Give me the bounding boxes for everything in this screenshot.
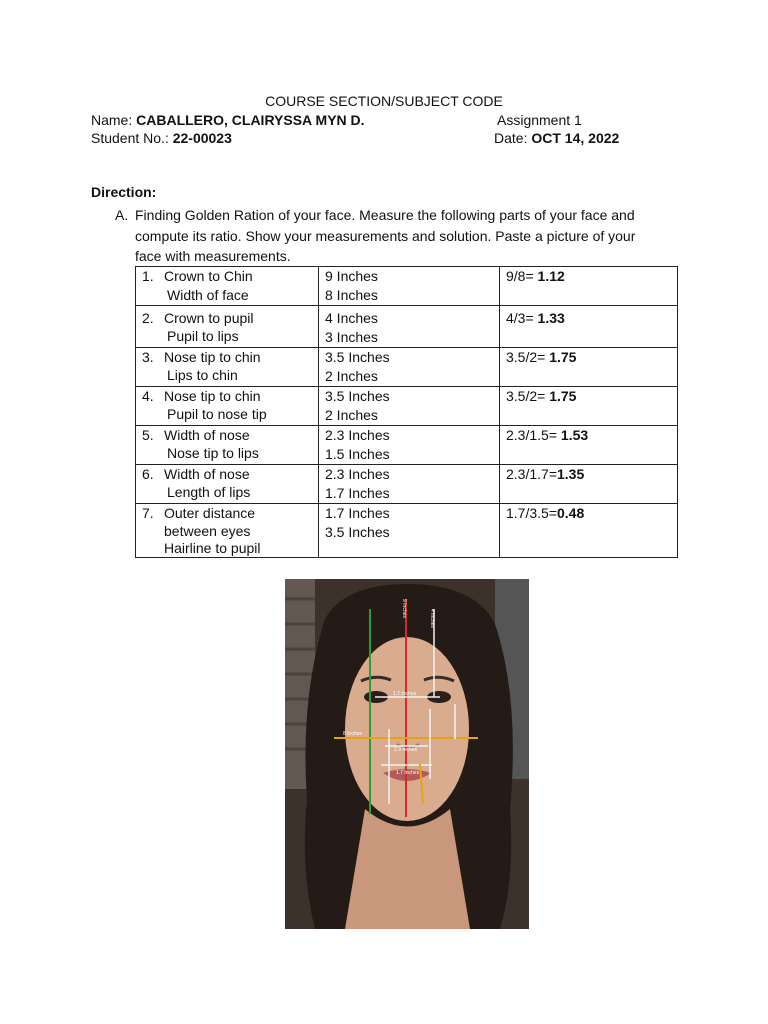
ratio-result: 1.75 xyxy=(549,388,577,404)
direction-body xyxy=(135,205,682,267)
measurement-value: 1.7 Inches xyxy=(325,505,390,521)
table-row xyxy=(136,348,678,387)
student-no-label: Student No.: xyxy=(91,130,169,146)
measurements-cell xyxy=(319,306,500,348)
ratio-formula: 2.3/1.5= xyxy=(506,427,561,443)
part-secondary: Pupil to lips xyxy=(167,328,239,344)
measurement-value: 4 Inches xyxy=(325,310,378,326)
part-primary: Nose tip to chin xyxy=(164,388,261,404)
ratio-result: 1.12 xyxy=(537,268,565,284)
photo-label-crown-pupil: 4 Inches xyxy=(429,609,435,628)
ratio-cell xyxy=(500,387,678,426)
measurement-value: 2.3 Inches xyxy=(325,466,390,482)
part-secondary: Hairline to pupil xyxy=(164,540,261,556)
student-no-field xyxy=(91,130,232,146)
direction-line: compute its ratio. Show your measurements and solution. Paste a picture of your xyxy=(135,227,636,244)
ratio-result: 0.48 xyxy=(557,505,585,521)
part-primary: Crown to pupil xyxy=(164,310,254,326)
photo-label-face-width: 8 Inches xyxy=(343,731,362,737)
measurement-value: 2.3 Inches xyxy=(325,427,390,443)
ratio-result: 1.35 xyxy=(557,466,585,482)
table-row xyxy=(136,504,678,558)
photo-label-eyes: 1.7 Inches xyxy=(393,691,417,697)
part-primary-continued: between eyes xyxy=(164,523,251,539)
photo-label-crown-chin: 9 Inches xyxy=(401,599,407,618)
ratio-cell xyxy=(500,267,678,306)
ratio-result: 1.75 xyxy=(549,349,577,365)
face-photo xyxy=(285,579,529,929)
assignment-label: Assignment 1 xyxy=(497,112,582,128)
measurements-cell xyxy=(319,426,500,465)
part-secondary: Pupil to nose tip xyxy=(167,406,267,422)
part-primary: Nose tip to chin xyxy=(164,349,261,365)
measurements-cell xyxy=(319,387,500,426)
ratio-result: 1.53 xyxy=(560,427,589,443)
photo-label-nose-width: 2.3 Inches xyxy=(394,747,418,753)
measurements-cell xyxy=(319,465,500,504)
measurement-value: 3 Inches xyxy=(325,329,378,345)
direction-line: Finding Golden Ration of your face. Measure the following parts of your face and xyxy=(135,207,635,223)
row-number: 3. xyxy=(142,349,154,365)
part-primary: Width of nose xyxy=(164,466,250,482)
row-number: 1. xyxy=(142,268,154,284)
ratio-cell xyxy=(500,465,678,504)
ratio-cell xyxy=(500,348,678,387)
part-secondary: Lips to chin xyxy=(167,367,238,383)
date-field xyxy=(494,130,619,146)
name-field xyxy=(91,112,365,128)
measurement-value: 2 Inches xyxy=(325,368,378,384)
student-name: CABALLERO, CLAIRYSSA MYN D. xyxy=(136,112,365,128)
measurement-value: 8 Inches xyxy=(325,287,378,303)
measurements-cell xyxy=(319,504,500,558)
parts-cell xyxy=(136,267,319,306)
ratio-cell xyxy=(500,504,678,558)
item-marker: A. xyxy=(115,207,129,223)
row-number: 6. xyxy=(142,466,154,482)
ratio-formula: 4/3= xyxy=(506,310,538,326)
measurement-table xyxy=(135,266,678,558)
parts-cell xyxy=(136,306,319,348)
parts-cell xyxy=(136,348,319,387)
measurement-value: 2 Inches xyxy=(325,407,378,423)
measurement-value: 1.7 Inches xyxy=(325,485,390,501)
date-label: Date: xyxy=(494,130,528,146)
measurements-cell xyxy=(319,267,500,306)
ratio-cell xyxy=(500,306,678,348)
date-value: OCT 14, 2022 xyxy=(531,130,620,146)
measurements-cell xyxy=(319,348,500,387)
direction-title: Direction: xyxy=(91,184,157,200)
parts-cell xyxy=(136,504,319,558)
direction-item-a xyxy=(116,205,682,267)
measurement-value: 3.5 Inches xyxy=(325,388,390,404)
table-row xyxy=(136,306,678,348)
row-number: 4. xyxy=(142,388,154,404)
part-primary: Crown to Chin xyxy=(164,268,253,284)
part-secondary: Length of lips xyxy=(167,484,251,500)
measurement-value: 3.5 Inches xyxy=(325,524,390,540)
direction-line: face with measurements. xyxy=(135,248,291,264)
student-no-row xyxy=(91,130,691,148)
parts-cell xyxy=(136,426,319,465)
ratio-formula: 1.7/3.5= xyxy=(506,505,557,521)
row-number: 5. xyxy=(142,427,154,443)
parts-cell xyxy=(136,465,319,504)
part-secondary: Nose tip to lips xyxy=(167,445,259,461)
course-section-header: COURSE SECTION/SUBJECT CODE xyxy=(265,93,503,109)
table-row xyxy=(136,426,678,465)
part-secondary: Width of face xyxy=(167,287,249,303)
table-row xyxy=(136,267,678,306)
photo-label-lips: 1.7 Inches xyxy=(396,770,420,776)
name-row xyxy=(91,112,691,130)
part-primary: Outer distance xyxy=(164,505,256,521)
measurement-value: 9 Inches xyxy=(325,268,378,284)
part-primary: Width of nose xyxy=(164,427,250,443)
student-no-value: 22-00023 xyxy=(172,130,232,146)
ratio-formula: 3.5/2= xyxy=(506,388,550,404)
ratio-cell xyxy=(500,426,678,465)
measurement-value: 1.5 Inches xyxy=(325,446,390,462)
parts-cell xyxy=(136,387,319,426)
ratio-formula: 9/8= xyxy=(506,268,538,284)
row-number: 7. xyxy=(142,505,154,521)
ratio-formula: 3.5/2= xyxy=(506,349,550,365)
name-label: Name: xyxy=(91,112,133,128)
measurement-value: 3.5 Inches xyxy=(325,349,390,365)
ratio-result: 1.33 xyxy=(537,310,565,326)
ratio-formula: 2.3/1.7= xyxy=(506,466,557,482)
table-row xyxy=(136,387,678,426)
row-number: 2. xyxy=(142,310,154,326)
table-row xyxy=(136,465,678,504)
